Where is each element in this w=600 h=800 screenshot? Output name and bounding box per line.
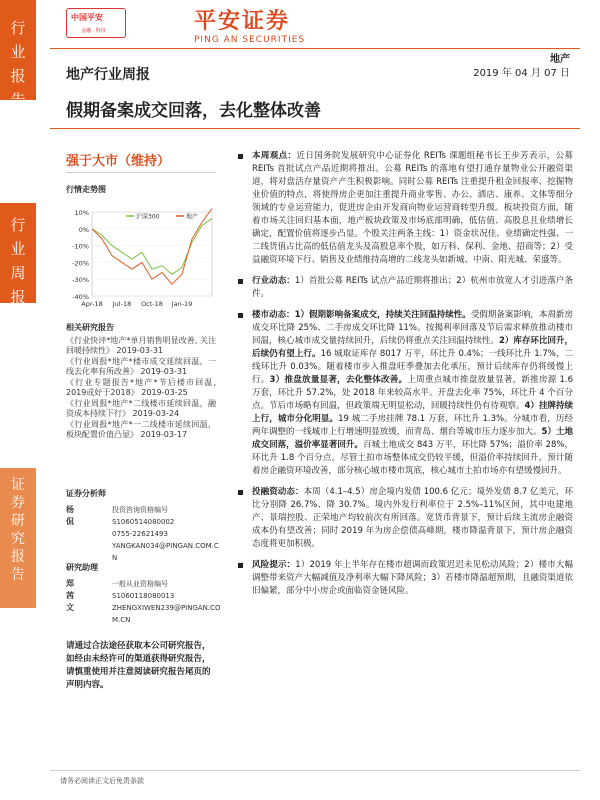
para-financing xyxy=(238,486,573,551)
para-market xyxy=(238,309,573,478)
bullet-icon xyxy=(238,279,243,284)
logo1-sub: 金融 · 科技 xyxy=(81,28,106,34)
analyst-info xyxy=(112,504,224,564)
related-report-item: 《行业快评*地产*单月销售明显改善, 关注回暖持续性》 2019-03-31 xyxy=(66,336,216,355)
main-content xyxy=(238,150,573,606)
y-tick-label: -40% xyxy=(72,293,89,301)
sidebar-char: 业 xyxy=(10,43,26,61)
para-text: 19 城二手房挂牌 78.1 万套，环比升 1.3%。分城市看，历经两年调整的一线城市上行增速明显放缓，而青岛、烟台等城市压力逐步加大。 xyxy=(252,414,573,437)
sidebar-char: 行 xyxy=(10,19,26,37)
sidebar-bottom xyxy=(0,468,36,608)
related-report-item: 《行业周报*地产*楼市成交延续回温，一线去化率有所改善》 2019-03-31 xyxy=(66,357,216,376)
analyst-name: 杨侃 xyxy=(66,505,74,526)
researcher-info xyxy=(112,578,224,626)
series-line-hs300 xyxy=(92,219,212,275)
x-tick-label: Jul-18 xyxy=(112,300,132,308)
logo2-sub: PING AN SECURITIES xyxy=(194,35,306,45)
y-tick-label: 0% xyxy=(78,225,89,234)
para-sub: 2）库存环比回升，后续仍有望上行。 xyxy=(252,336,573,359)
bullet-icon xyxy=(238,154,243,159)
logo1-text: 中国平安 xyxy=(71,13,103,22)
para-text: 1）首批公募 REITs 试点产品近期将推出；2）杭州市放宽人才引进落户条件。 xyxy=(252,276,573,299)
para-sub: 3）推盘放量显著，去化整体改善。 xyxy=(269,375,408,385)
researcher-name: 郑茜文 xyxy=(66,579,74,612)
disclaimer: 请通过合法途径获取本公司研究报告，如经由未经许可的渠道获得研究报告，请慎重使用并注意阅读研究报告尾页的声明内容。 xyxy=(66,641,211,690)
legend-label: 沪深300 xyxy=(136,213,160,221)
para-sub: 1）假期影响备案成交，持续关注回温持续性。 xyxy=(294,310,471,320)
para-text: 1）2019 年上半年存在楼市超调而政策迟迟未见松动风险；2）楼市大幅调整带来资产大幅减值及净利率大幅下降风险；3）若楼市降温超预期，且融资渠道依旧偏紧，部分中小房企或面临资金链风险。 xyxy=(252,560,573,596)
sidebar-top xyxy=(0,0,36,109)
para-head: 风险提示： xyxy=(252,560,296,570)
para-head: 行业动态： xyxy=(252,276,295,286)
researchers-label: 研究助理 xyxy=(66,563,98,572)
pingan-securities-logo xyxy=(194,4,305,45)
para-text: 百城土地成交 843 万平，环比降 57%；溢价率 28%，环比升 1.8 个百分点。尽管土拍市场整体成交仍较平缓，但溢价率持续回升，预计随着房企融资环境改善，部分核心城市楼市筑底，核心城市土拍市场亦有望缓慢回升。 xyxy=(252,440,573,476)
y-tick-label: -10% xyxy=(72,242,89,251)
bullet-icon xyxy=(238,563,243,568)
related-report-item: 《行业专题报告*地产*节后楼市回温, 2019或好于2018》 2019-03-25 xyxy=(66,378,216,397)
plot-area xyxy=(92,212,212,296)
bullet-icon xyxy=(238,313,243,318)
info-line: S1060514080002 xyxy=(112,518,175,526)
info-line: 一般从业资格编号 xyxy=(112,580,168,588)
related-report-item: 《行业周报*地产*一二线楼市延续回温，板块配置价值凸显》 2019-03-17 xyxy=(66,420,216,439)
sidebar-char: 行 xyxy=(10,216,26,234)
para-text: 上周重点城市推盘放量显著，新推房源 1.6 万套，环比升 57.2%，处 2018 年来较高水平。开盘去化率 75%，环比升 4 个百分点。节后市场略有回温，但政策端无明显松动，回暖持续性仍有待观察。 xyxy=(252,375,573,411)
sidebar-char: 报 xyxy=(10,288,26,306)
para-view xyxy=(238,150,573,267)
header-divider xyxy=(50,48,580,49)
report-subtitle: 地产行业周报 xyxy=(66,67,150,83)
rating: 强于大市（维持） xyxy=(66,154,171,169)
trend-chart xyxy=(66,204,216,314)
para-head: 本周观点： xyxy=(252,151,297,161)
para-industry xyxy=(238,275,573,301)
category: 地产 xyxy=(550,54,570,65)
para-text: 本周（4.1–4.5）房企境内发债 100.6 亿元；境外发债 8.7 亿美元，环比分别降 26.7%、降 30.7%。境内外发行利率位于 2.5%–11%区间，其中电建地产、景瑞控股、正荣地产均较前次有所回落。宽货币背景下，预计后续主流房企融资成本仍有望改善；同时 2019 年为房企偿债高峰期，楼市降温背景下，预计房企融资态度将更加积极。 xyxy=(252,487,573,549)
footer-note: 请务必阅读正文后免责条款 xyxy=(60,777,144,785)
sidebar-char: 研 xyxy=(11,513,25,529)
related-reports xyxy=(66,336,216,441)
title-divider xyxy=(50,128,580,129)
sidebar-char: 业 xyxy=(10,240,26,258)
logo2-text: 平安证券 xyxy=(194,9,291,34)
para-head: 投融资动态： xyxy=(252,487,304,497)
para-text: 16 城取证库存 8017 万平，环比升 0.4%；一线环比升 1.7%，二线环比升 0.03%。随着楼市步入推盘旺季叠加去化承压，预计后续库存仍将缓慢上行。 xyxy=(252,349,573,385)
footer-divider xyxy=(50,770,580,771)
para-head: 楼市动态： xyxy=(252,310,295,320)
sidebar-char: 报 xyxy=(11,549,25,565)
para-text: 近日国务院发展研究中心证券化 REITs 课题组秘书长王步芳表示，公募 REITs 首批试点产品近期将推出。公募 REITs 的落地有望打通存量物业公开融资渠道，将对盘活存量资产产生积极影响。同时公募 REITs 注重提升租金回报率、挖掘物业价值的特点，将使得房企更加注重提升商业零售、办公、酒店、康养、文体等细分领域的专业运营能力，促进房企由开发商向物业运营商转型升级。板块投资方面，随着市场关注回归基本面，地产板块政策及市场底部明确，低估值、高股息且业绩增长确定，配置价值将逐步凸显。个股关注两条主线：1）资金状况佳、业绩确定性强、一二线货值占比高的低估值龙头及高股息率个股，如万科、保利、金地、招商等；2）受益融资环境下行、销售及业绩维持高增的二线龙头如新城、中南、阳光城、荣盛等。 xyxy=(252,151,573,265)
info-line: S1060118080013 xyxy=(112,592,175,600)
sidebar-char: 报 xyxy=(10,67,26,85)
para-risk xyxy=(238,559,573,598)
info-line: 投资咨询资格编号 xyxy=(112,506,168,514)
info-line: ZHENGXIWEN239@PINGAN.COM.CN xyxy=(112,604,221,624)
sidebar-char: 告 xyxy=(11,567,25,583)
analysts-label: 证券分析师 xyxy=(66,489,106,498)
bullet-icon xyxy=(238,490,243,495)
related-label: 相关研究报告 xyxy=(66,323,114,332)
para-sub: 4）挂牌持续上行，城市分化明显。 xyxy=(252,401,573,424)
x-tick-label: Jan-19 xyxy=(171,300,193,308)
sidebar-char: 证 xyxy=(11,477,25,493)
rating-divider xyxy=(66,172,216,173)
report-date: 2019 年 04 月 07 日 xyxy=(473,68,570,79)
sidebar-char: 券 xyxy=(11,495,25,511)
sidebar-mid xyxy=(0,203,36,306)
y-tick-label: -20% xyxy=(72,259,89,268)
y-tick-label: -30% xyxy=(72,276,89,285)
x-tick-label: Apr-18 xyxy=(81,300,103,308)
x-tick-label: Oct-18 xyxy=(141,300,163,308)
page-title: 假期备案成交回落，去化整体改善 xyxy=(66,101,321,121)
y-tick-label: 10% xyxy=(74,209,89,217)
pingan-group-logo xyxy=(66,8,126,38)
legend-label: 地产 xyxy=(186,213,199,221)
trend-label: 行情走势图 xyxy=(66,185,106,194)
sidebar-char: 周 xyxy=(10,264,26,282)
info-line: 0755-22621493 xyxy=(112,530,168,538)
info-line: YANGKAN034@PINGAN.COM.CN xyxy=(112,542,219,562)
sidebar-char: 究 xyxy=(11,531,25,547)
para-text: 受假期备案影响，本周新房成交环比降 25%、二手房成交环比降 11%。按揭利率回落及节后需求释放推动楼市回温，核心城市成交量持续回升，后续仍将重点关注回温持续性。 xyxy=(252,310,573,346)
sidebar-char: 告 xyxy=(10,91,26,109)
related-report-item: 《行业周报*地产*二线楼市延续回温，融资成本持续下行》 2019-03-24 xyxy=(66,399,216,418)
para-sub: 5）土地成交回落，溢价率显著回升。 xyxy=(252,427,573,450)
